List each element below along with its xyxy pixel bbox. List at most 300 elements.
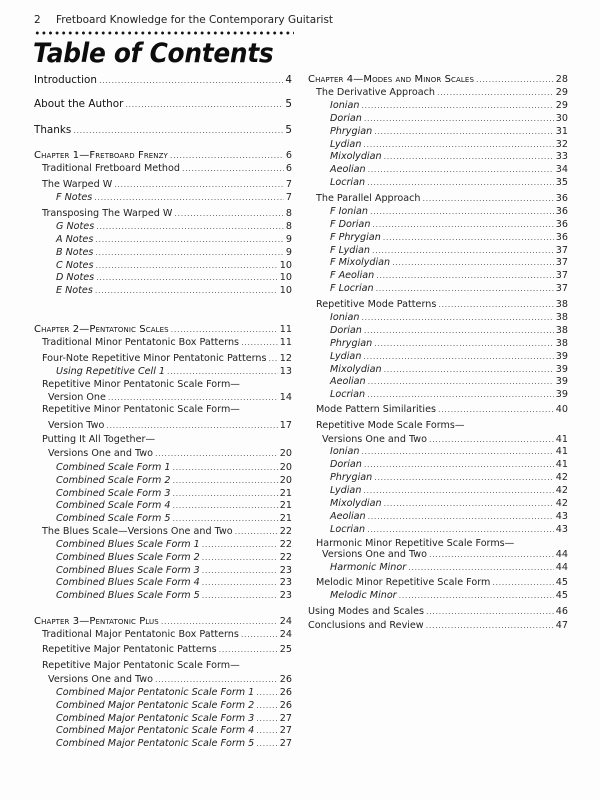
dot-leader xyxy=(96,221,284,233)
toc-entry-label: Combined Major Pentatonic Scale Form 5 xyxy=(56,738,255,749)
toc-entry[interactable] xyxy=(308,562,568,574)
toc-entry-label: The Blues Scale—Versions One and Two xyxy=(42,526,233,537)
dot-leader xyxy=(235,526,278,538)
toc-entry[interactable] xyxy=(308,364,568,376)
toc-entry-label: Repetitive Major Pentatonic Scale Form— xyxy=(42,660,240,671)
page-title: Table of Contents xyxy=(33,38,274,69)
toc-entry-page-number: 11 xyxy=(279,337,292,348)
toc-entry[interactable] xyxy=(308,283,568,295)
toc-entry[interactable] xyxy=(34,725,292,737)
dot-leader xyxy=(202,552,278,564)
toc-entry-label: Thanks xyxy=(34,124,72,136)
dot-leader xyxy=(172,500,277,512)
toc-entry[interactable] xyxy=(308,126,568,138)
toc-entry-label: F Ionian xyxy=(330,206,368,217)
toc-entry-page-number: 42 xyxy=(555,498,568,509)
dot-leader xyxy=(95,285,278,297)
toc-entry-page-number: 21 xyxy=(279,500,292,511)
toc-entry-label: Repetitive Mode Patterns xyxy=(316,299,437,310)
dot-leader xyxy=(384,151,554,163)
toc-entry[interactable] xyxy=(308,434,568,446)
toc-entry[interactable] xyxy=(308,206,568,218)
toc-entry-label: Combined Scale Form 4 xyxy=(56,500,171,511)
dot-leader xyxy=(94,192,284,204)
toc-entry-label: Mode Pattern Similarities xyxy=(316,404,437,415)
toc-entry[interactable] xyxy=(308,312,568,324)
toc-entry-label: Combined Scale Form 5 xyxy=(56,513,171,524)
toc-entry-page-number: 20 xyxy=(279,448,292,459)
toc-entry[interactable] xyxy=(308,151,568,163)
toc-entry-label: Phrygian xyxy=(330,126,373,137)
toc-entry[interactable] xyxy=(34,590,292,602)
toc-entry-page-number: 37 xyxy=(555,245,568,256)
toc-entry-page-number: 8 xyxy=(285,208,292,219)
toc-entry-page-number: 13 xyxy=(279,366,292,377)
toc-entry-label: Traditional Major Pentatonic Box Patterns xyxy=(42,629,239,640)
dot-leader xyxy=(172,513,277,525)
dot-leader xyxy=(256,738,278,750)
toc-entry[interactable] xyxy=(34,163,292,175)
toc-entry[interactable] xyxy=(308,100,568,112)
toc-entry[interactable] xyxy=(34,285,292,297)
toc-entry-label: Combined Blues Scale Form 1 xyxy=(56,539,200,550)
toc-entry[interactable] xyxy=(34,337,292,349)
toc-entry[interactable] xyxy=(308,420,568,432)
toc-entry-label: Chapter 1—Fretboard Frenzy xyxy=(34,150,168,161)
toc-entry[interactable] xyxy=(34,552,292,564)
toc-entry[interactable] xyxy=(308,164,568,176)
toc-entry[interactable] xyxy=(34,74,292,87)
toc-entry-page-number: 41 xyxy=(555,446,568,457)
dot-leader xyxy=(426,620,554,632)
dot-leader xyxy=(368,164,554,176)
toc-entry-label: C Notes xyxy=(56,260,94,271)
toc-entry-page-number: 36 xyxy=(555,219,568,230)
toc-entry[interactable] xyxy=(34,629,292,641)
toc-entry-page-number: 26 xyxy=(279,674,292,685)
dot-leader xyxy=(256,725,278,737)
toc-entry[interactable] xyxy=(308,498,568,510)
toc-entry-label: Repetitive Minor Pentatonic Scale Form— xyxy=(42,404,240,415)
toc-entry[interactable] xyxy=(308,446,568,458)
toc-entry-label: F Notes xyxy=(56,192,93,203)
toc-entry[interactable] xyxy=(308,511,568,523)
toc-entry-label: Lydian xyxy=(330,485,362,496)
toc-entry-page-number: 5 xyxy=(285,98,292,110)
toc-entry-label: Phrygian xyxy=(330,472,373,483)
book-title: Fretboard Knowledge for the Contemporary Guitarist xyxy=(56,14,334,26)
toc-entry-label: Melodic Minor xyxy=(330,590,397,601)
toc-entry[interactable] xyxy=(34,150,292,162)
dot-leader xyxy=(367,524,554,536)
dot-leader xyxy=(95,247,284,259)
dot-leader xyxy=(370,206,554,218)
toc-entry-label: Repetitive Major Pentatonic Patterns xyxy=(42,644,217,655)
toc-entry-page-number: 41 xyxy=(555,434,568,445)
dot-leader xyxy=(95,234,284,246)
toc-entry[interactable] xyxy=(34,687,292,699)
toc-entry[interactable] xyxy=(34,208,292,220)
toc-entry-page-number: 43 xyxy=(555,511,568,522)
toc-entry-page-number: 39 xyxy=(555,389,568,400)
toc-entry[interactable] xyxy=(308,472,568,484)
toc-entry[interactable] xyxy=(308,257,568,269)
toc-entry[interactable] xyxy=(308,193,568,205)
toc-entry[interactable] xyxy=(308,139,568,151)
toc-entry-label: Harmonic Minor Repetitive Scale Forms— xyxy=(316,538,515,549)
toc-entry-page-number: 37 xyxy=(555,270,568,281)
toc-entry[interactable] xyxy=(308,177,568,189)
toc-entry-page-number: 32 xyxy=(555,139,568,150)
dot-leader xyxy=(492,577,553,589)
toc-entry-label: A Notes xyxy=(56,234,94,245)
toc-entry[interactable] xyxy=(34,179,292,191)
dotted-rule-divider xyxy=(34,31,294,35)
dot-leader xyxy=(367,389,554,401)
toc-entry-label: Chapter 3—Pentatonic Plus xyxy=(34,616,159,627)
toc-entry-page-number: 29 xyxy=(555,87,568,98)
toc-entry-label: Versions One and Two xyxy=(48,674,153,685)
toc-entry-label: Phrygian xyxy=(330,338,373,349)
dot-leader xyxy=(372,245,554,257)
dot-leader xyxy=(364,325,554,337)
toc-entry-page-number: 23 xyxy=(279,565,292,576)
toc-entry-label: Combined Blues Scale Form 4 xyxy=(56,577,200,588)
toc-entry-label: Melodic Minor Repetitive Scale Form xyxy=(316,577,491,588)
toc-entry[interactable] xyxy=(34,124,292,137)
dot-leader xyxy=(172,462,277,474)
dot-leader xyxy=(363,351,553,363)
toc-entry-label: Combined Blues Scale Form 3 xyxy=(56,565,200,576)
toc-entry-label: Combined Major Pentatonic Scale Form 4 xyxy=(56,725,255,736)
toc-entry[interactable] xyxy=(34,577,292,589)
toc-entry[interactable] xyxy=(308,87,568,99)
toc-entry[interactable] xyxy=(308,590,568,602)
toc-entry[interactable] xyxy=(34,353,292,365)
toc-entry-page-number: 36 xyxy=(555,232,568,243)
toc-entry-page-number: 7 xyxy=(285,179,292,190)
toc-entry-label: Version One xyxy=(48,392,106,403)
toc-entry[interactable] xyxy=(308,389,568,401)
toc-entry[interactable] xyxy=(34,488,292,500)
running-head xyxy=(34,14,333,26)
toc-entry-page-number: 41 xyxy=(555,459,568,470)
toc-entry-label: Aeolian xyxy=(330,164,366,175)
toc-entry-page-number: 27 xyxy=(279,713,292,724)
toc-entry[interactable] xyxy=(308,459,568,471)
dot-leader xyxy=(241,629,278,641)
toc-entry-page-number: 39 xyxy=(555,351,568,362)
toc-entry-page-number: 20 xyxy=(279,475,292,486)
toc-entry[interactable] xyxy=(34,500,292,512)
toc-entry[interactable] xyxy=(308,74,568,86)
dot-leader xyxy=(125,99,283,111)
dot-leader xyxy=(155,674,278,686)
toc-entry-page-number: 30 xyxy=(555,113,568,124)
toc-entry-page-number: 14 xyxy=(279,392,292,403)
toc-entry-page-number: 37 xyxy=(555,257,568,268)
toc-entry-page-number: 9 xyxy=(285,247,292,258)
toc-entry-label: Transposing The Warped W xyxy=(42,208,173,219)
dot-leader xyxy=(106,420,277,432)
dot-leader xyxy=(399,590,554,602)
toc-entry[interactable] xyxy=(34,660,292,672)
toc-entry-label: Four-Note Repetitive Minor Pentatonic Patterns xyxy=(42,353,267,364)
toc-entry-label: The Warped W xyxy=(42,179,113,190)
toc-entry-page-number: 24 xyxy=(279,629,292,640)
toc-entry-label: Ionian xyxy=(330,446,360,457)
toc-entry-label: Locrian xyxy=(330,389,366,400)
dot-leader xyxy=(438,299,553,311)
toc-entry-label: Dorian xyxy=(330,459,362,470)
toc-entry-page-number: 10 xyxy=(279,272,292,283)
dot-leader xyxy=(108,392,278,404)
dot-leader xyxy=(170,150,284,162)
dot-leader xyxy=(361,446,553,458)
toc-entry-page-number: 36 xyxy=(555,206,568,217)
toc-entry[interactable] xyxy=(308,524,568,536)
dot-leader xyxy=(182,163,284,175)
toc-entry[interactable] xyxy=(308,113,568,125)
toc-entry-label: F Lydian xyxy=(330,245,370,256)
toc-entry-label: F Dorian xyxy=(330,219,371,230)
dot-leader xyxy=(202,577,278,589)
toc-entry[interactable] xyxy=(308,577,568,589)
dot-leader xyxy=(363,485,553,497)
toc-entry-page-number: 35 xyxy=(555,177,568,188)
toc-entry[interactable] xyxy=(308,232,568,244)
toc-entry-label: Aeolian xyxy=(330,376,366,387)
toc-entry[interactable] xyxy=(308,338,568,350)
toc-entry-page-number: 22 xyxy=(279,539,292,550)
toc-entry-page-number: 38 xyxy=(555,325,568,336)
toc-entry-label: Ionian xyxy=(330,312,360,323)
toc-entry[interactable] xyxy=(308,270,568,282)
toc-entry-page-number: 21 xyxy=(279,488,292,499)
toc-entry-label: F Aeolian xyxy=(330,270,375,281)
toc-entry-label: E Notes xyxy=(56,285,93,296)
toc-entry-page-number: 40 xyxy=(555,404,568,415)
dot-leader xyxy=(202,539,278,551)
dot-leader xyxy=(361,100,553,112)
toc-entry[interactable] xyxy=(34,475,292,487)
toc-entry-page-number: 34 xyxy=(555,164,568,175)
toc-entry-label: The Parallel Approach xyxy=(316,193,421,204)
toc-entry[interactable] xyxy=(308,325,568,337)
page-number: 2 xyxy=(34,14,41,26)
toc-entry-label: Mixolydian xyxy=(330,364,382,375)
dot-leader xyxy=(429,549,554,561)
toc-entry[interactable] xyxy=(34,539,292,551)
dot-leader xyxy=(437,87,554,99)
toc-entry-page-number: 33 xyxy=(555,151,568,162)
toc-entry[interactable] xyxy=(308,299,568,311)
dot-leader xyxy=(368,511,554,523)
toc-entry-page-number: 44 xyxy=(555,549,568,560)
toc-entry-page-number: 38 xyxy=(555,312,568,323)
dot-leader xyxy=(392,257,554,269)
toc-entry-label: Versions One and Two xyxy=(322,434,427,445)
toc-entry[interactable] xyxy=(308,404,568,416)
toc-entry-label: Repetitive Minor Pentatonic Scale Form— xyxy=(42,379,240,390)
toc-entry[interactable] xyxy=(34,98,292,111)
toc-entry-label: Combined Scale Form 2 xyxy=(56,475,171,486)
dot-leader xyxy=(422,193,553,205)
dot-leader xyxy=(73,125,283,137)
toc-entry[interactable] xyxy=(34,713,292,725)
toc-entry-page-number: 45 xyxy=(555,577,568,588)
toc-entry[interactable] xyxy=(308,549,568,561)
toc-entry[interactable] xyxy=(308,245,568,257)
toc-entry[interactable] xyxy=(34,738,292,750)
toc-entry-page-number: 25 xyxy=(279,644,292,655)
toc-entry[interactable] xyxy=(34,272,292,284)
toc-entry-page-number: 24 xyxy=(279,616,292,627)
dot-leader xyxy=(114,179,284,191)
toc-entry-page-number: 46 xyxy=(555,606,568,617)
toc-entry-page-number: 6 xyxy=(285,163,292,174)
toc-entry-page-number: 17 xyxy=(279,420,292,431)
dot-leader xyxy=(202,590,278,602)
toc-entry[interactable] xyxy=(308,376,568,388)
toc-entry-page-number: 44 xyxy=(555,562,568,573)
toc-entry-page-number: 27 xyxy=(279,738,292,749)
toc-entry-label: Combined Scale Form 3 xyxy=(56,488,171,499)
toc-entry-label: Locrian xyxy=(330,177,366,188)
toc-entry-label: Combined Blues Scale Form 5 xyxy=(56,590,200,601)
toc-entry-label: Putting It All Together— xyxy=(42,434,156,445)
dot-leader xyxy=(256,687,278,699)
toc-entry-label: Using Modes and Scales xyxy=(308,606,425,617)
dot-leader xyxy=(408,562,554,574)
dot-leader xyxy=(361,312,553,324)
toc-entry-label: Version Two xyxy=(48,420,105,431)
dot-leader xyxy=(202,565,278,577)
toc-entry-page-number: 28 xyxy=(555,74,568,85)
toc-entry[interactable] xyxy=(34,526,292,538)
toc-entry[interactable] xyxy=(34,379,292,391)
dot-leader xyxy=(172,475,277,487)
toc-entry[interactable] xyxy=(308,620,568,632)
dot-leader xyxy=(364,459,554,471)
toc-entry[interactable] xyxy=(34,234,292,246)
toc-entry-label: About the Author xyxy=(34,98,124,110)
toc-entry[interactable] xyxy=(34,221,292,233)
dot-leader xyxy=(368,376,554,388)
toc-entry[interactable] xyxy=(308,485,568,497)
toc-entry[interactable] xyxy=(34,565,292,577)
toc-entry[interactable] xyxy=(34,513,292,525)
toc-entry-page-number: 47 xyxy=(555,620,568,631)
toc-entry[interactable] xyxy=(34,462,292,474)
toc-entry-page-number: 45 xyxy=(555,590,568,601)
dot-leader xyxy=(171,324,278,336)
toc-entry-label: Conclusions and Review xyxy=(308,620,424,631)
dot-leader xyxy=(476,74,554,86)
dot-leader xyxy=(167,366,278,378)
toc-entry-label: Locrian xyxy=(330,524,366,535)
toc-entry-label: D Notes xyxy=(56,272,95,283)
toc-entry-label: F Locrian xyxy=(330,283,374,294)
toc-entry-page-number: 43 xyxy=(555,524,568,535)
toc-entry[interactable] xyxy=(34,366,292,378)
toc-entry[interactable] xyxy=(308,219,568,231)
dot-leader xyxy=(268,353,277,365)
toc-entry[interactable] xyxy=(34,616,292,628)
toc-entry-page-number: 21 xyxy=(279,513,292,524)
toc-entry-page-number: 39 xyxy=(555,364,568,375)
dot-leader xyxy=(384,498,554,510)
toc-entry-label: Versions One and Two xyxy=(322,549,427,560)
dot-leader xyxy=(376,270,554,282)
toc-entry-page-number: 27 xyxy=(279,725,292,736)
toc-entry-label: Ionian xyxy=(330,100,360,111)
toc-entry[interactable] xyxy=(34,260,292,272)
toc-entry-page-number: 10 xyxy=(279,260,292,271)
toc-entry-label: Using Repetitive Cell 1 xyxy=(56,366,166,377)
dot-leader xyxy=(95,260,277,272)
dot-leader xyxy=(99,75,283,87)
dot-leader xyxy=(367,177,554,189)
dot-leader xyxy=(155,448,278,460)
toc-entry[interactable] xyxy=(34,192,292,204)
toc-entry[interactable] xyxy=(308,606,568,618)
toc-entry-label: Traditional Fretboard Method xyxy=(42,163,180,174)
dot-leader xyxy=(374,338,554,350)
toc-entry-label: Lydian xyxy=(330,351,362,362)
toc-entry-page-number: 9 xyxy=(285,234,292,245)
toc-entry[interactable] xyxy=(34,247,292,259)
toc-entry-page-number: 4 xyxy=(285,74,292,86)
toc-entry-page-number: 23 xyxy=(279,590,292,601)
toc-entry-label: G Notes xyxy=(56,221,95,232)
dot-leader xyxy=(376,283,554,295)
toc-entry-label: Chapter 4—Modes and Minor Scales xyxy=(308,74,474,85)
toc-entry-label: Chapter 2—Pentatonic Scales xyxy=(34,324,169,335)
toc-entry[interactable] xyxy=(34,324,292,336)
toc-entry-page-number: 42 xyxy=(555,485,568,496)
toc-entry-page-number: 38 xyxy=(555,338,568,349)
dot-leader xyxy=(364,113,554,125)
toc-entry-label: Versions One and Two xyxy=(48,448,153,459)
toc-entry-page-number: 42 xyxy=(555,472,568,483)
dot-leader xyxy=(384,364,554,376)
toc-entry-label: Combined Major Pentatonic Scale Form 2 xyxy=(56,700,255,711)
dot-leader xyxy=(429,434,554,446)
toc-entry-page-number: 29 xyxy=(555,100,568,111)
toc-entry[interactable] xyxy=(34,674,292,686)
toc-entry-page-number: 39 xyxy=(555,376,568,387)
toc-entry-label: Combined Major Pentatonic Scale Form 1 xyxy=(56,687,255,698)
toc-entry-label: Repetitive Mode Scale Forms— xyxy=(316,420,465,431)
toc-entry[interactable] xyxy=(34,700,292,712)
toc-entry-label: The Derivative Approach xyxy=(316,87,435,98)
dot-leader xyxy=(374,126,554,138)
toc-entry[interactable] xyxy=(34,448,292,460)
toc-entry-page-number: 20 xyxy=(279,462,292,473)
toc-entry-page-number: 23 xyxy=(279,577,292,588)
toc-entry[interactable] xyxy=(34,420,292,432)
dot-leader xyxy=(241,337,278,349)
dot-leader xyxy=(256,700,278,712)
toc-entry[interactable] xyxy=(34,404,292,416)
toc-entry[interactable] xyxy=(34,644,292,656)
toc-entry[interactable] xyxy=(34,392,292,404)
toc-entry-label: Dorian xyxy=(330,325,362,336)
toc-entry[interactable] xyxy=(34,434,292,446)
toc-entry-page-number: 37 xyxy=(555,283,568,294)
toc-entry[interactable] xyxy=(308,351,568,363)
